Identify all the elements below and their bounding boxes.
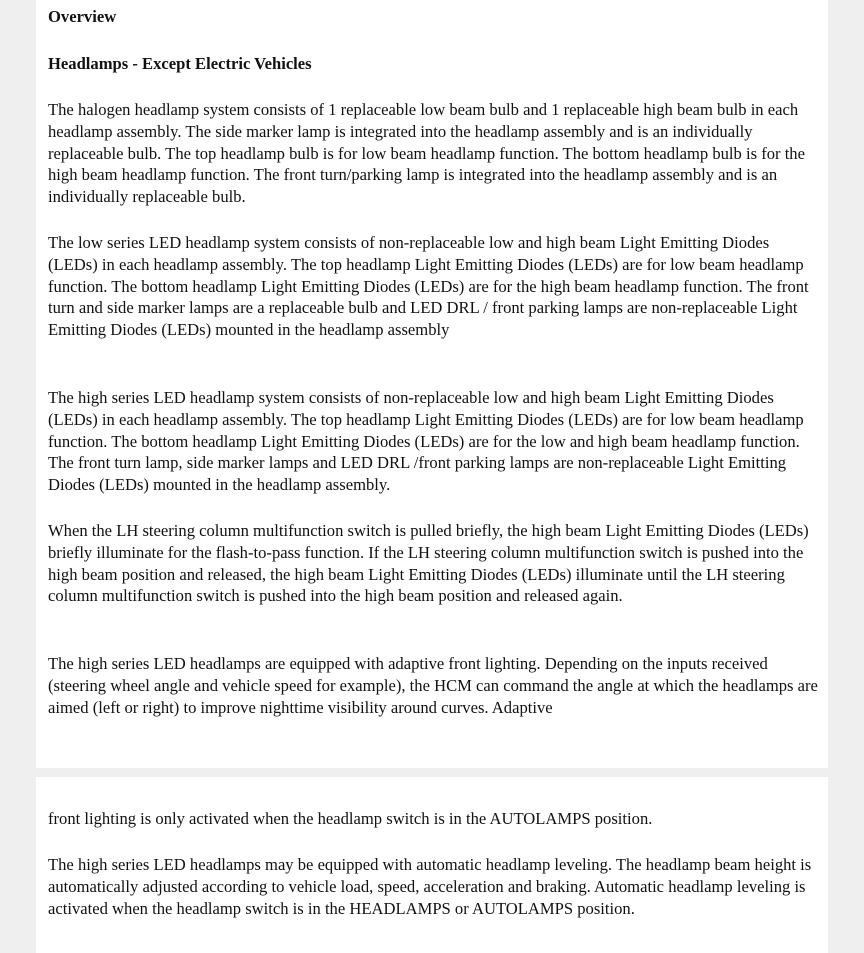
paragraph-high-series-led: The high series LED headlamp system consists of non-replaceable low and high beam Light Emitting Diodes (LEDs) in each headlamp assembly. The top headlamp Light Emitting Diodes (LEDs) are for low beam headlamp function. The bottom headlamp Light Emitting Diodes (LEDs) are for the low and high beam headlamp function. The front turn lamp, side marker lamps and LED DRL /front parking lamps are non-replaceable Light Emitting Diodes (LEDs) mounted in the headlamp assembly. bbox=[48, 388, 804, 495]
paragraph-halogen-headlamps: The halogen headlamp system consists of 1 replaceable low beam bulb and 1 replaceable high beam bulb in each headlamp assembly. The side marker lamp is integrated into the headlamp assembly and is an individually replaceable bulb. The top headlamp bulb is for low beam headlamp function. The bottom headlamp bulb is for the high beam headlamp function. The front turn/parking lamp is integrated into the headlamp assembly and is an individually replaceable bulb. bbox=[48, 100, 805, 207]
document-page-2 bbox=[36, 777, 828, 953]
paragraph-adaptive-front-lighting: The high series LED headlamps are equipped with adaptive front lighting. Depending on the inputs received (steering wheel angle and vehicle speed for example), the HCM can command the angle at which the headlamps are aimed (left or right) to improve nighttime visibility around curves. Adaptive bbox=[48, 654, 818, 717]
paragraph-automatic-leveling: The high series LED headlamps may be equipped with automatic headlamp leveling. The headlamp beam height is automatically adjusted according to vehicle load, speed, acceleration and braking. Automatic headlamp leveling is activated when the headlamp switch is in the HEADLAMPS or AUTOLAMPS position. bbox=[48, 855, 812, 918]
document-page-1 bbox=[36, 0, 828, 768]
paragraph-flash-to-pass: When the LH steering column multifunction switch is pulled briefly, the high beam Light Emitting Diodes (LEDs) briefly illuminate for the flash-to-pass function. If the LH steering column multifunction switch is pushed into the high beam position and released, the high beam Light Emitting Diodes (LEDs) illuminate until the LH steering column multifunction switch is pushed into the high beam position and released again. bbox=[48, 521, 809, 606]
section-heading: Headlamps - Except Electric Vehicles bbox=[48, 54, 312, 73]
paragraph-adaptive-continued: front lighting is only activated when the headlamp switch is in the AUTOLAMPS position. bbox=[48, 809, 653, 828]
overview-heading: Overview bbox=[48, 7, 117, 26]
paragraph-low-series-led: The low series LED headlamp system consists of non-replaceable low and high beam Light Emitting Diodes (LEDs) in each headlamp assembly. The top headlamp Light Emitting Diodes (LEDs) are for low beam headlamp function. The bottom headlamp Light Emitting Diodes (LEDs) are for the high beam headlamp function. The front turn and side marker lamps are a replaceable bulb and LED DRL / front parking lamps are non-replaceable Light Emitting Diodes (LEDs) mounted in the headlamp assembly bbox=[48, 233, 809, 340]
